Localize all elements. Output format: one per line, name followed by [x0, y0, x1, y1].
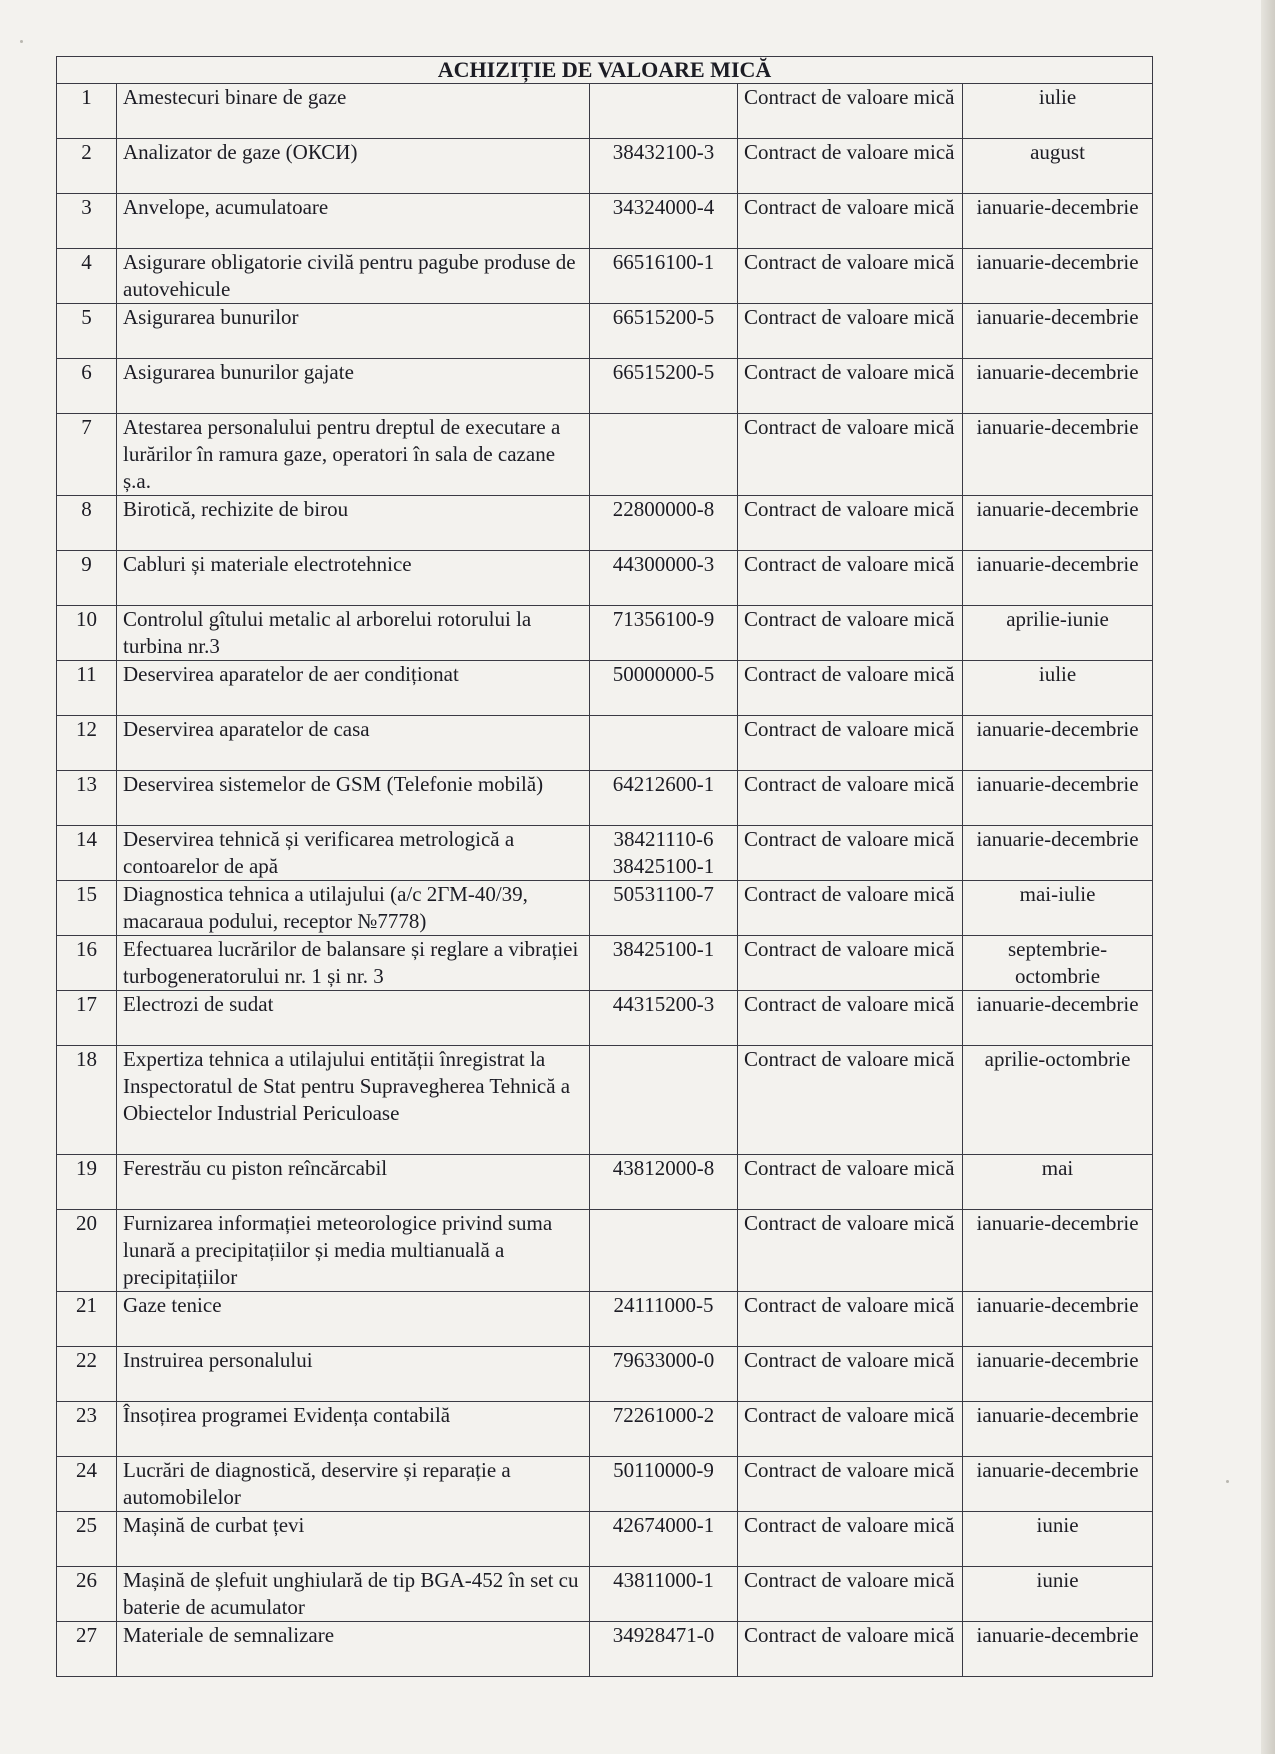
table-row	[57, 936, 1153, 991]
cpv-code: 50531100-7	[590, 881, 738, 936]
cpv-code	[590, 414, 738, 496]
row-number: 27	[57, 1622, 117, 1677]
procurement-procedure: Contract de valoare mică	[738, 249, 963, 304]
row-number: 18	[57, 1046, 117, 1155]
table-row	[57, 359, 1153, 414]
table-row	[57, 771, 1153, 826]
cpv-code: 38425100-1	[590, 936, 738, 991]
row-number: 16	[57, 936, 117, 991]
procurement-procedure: Contract de valoare mică	[738, 716, 963, 771]
cpv-code: 43811000-1	[590, 1567, 738, 1622]
row-number: 3	[57, 194, 117, 249]
procurement-procedure: Contract de valoare mică	[738, 84, 963, 139]
procurement-procedure: Contract de valoare mică	[738, 826, 963, 881]
cpv-code: 72261000-2	[590, 1402, 738, 1457]
item-name: Deservirea aparatelor de casa	[117, 716, 590, 771]
row-number: 5	[57, 304, 117, 359]
procurement-period: iulie	[963, 84, 1153, 139]
procurement-period: ianuarie-decembrie	[963, 1622, 1153, 1677]
procurement-period: ianuarie-decembrie	[963, 359, 1153, 414]
table-row	[57, 139, 1153, 194]
procurement-procedure: Contract de valoare mică	[738, 771, 963, 826]
cpv-code: 50110000-9	[590, 1457, 738, 1512]
procurement-procedure: Contract de valoare mică	[738, 661, 963, 716]
cpv-code: 34928471-0	[590, 1622, 738, 1677]
procurement-period: ianuarie-decembrie	[963, 1210, 1153, 1292]
table-row	[57, 1622, 1153, 1677]
procurement-procedure: Contract de valoare mică	[738, 991, 963, 1046]
item-name: Efectuarea lucrărilor de balansare și reglare a vibrației turbogeneratorului nr. 1 și nr. 3	[117, 936, 590, 991]
procurement-period: ianuarie-decembrie	[963, 304, 1153, 359]
item-name: Electrozi de sudat	[117, 991, 590, 1046]
item-name: Deservirea aparatelor de aer condiționat	[117, 661, 590, 716]
cpv-code: 22800000-8	[590, 496, 738, 551]
procurement-period: mai-iulie	[963, 881, 1153, 936]
procurement-period: ianuarie-decembrie	[963, 414, 1153, 496]
procurement-period: iunie	[963, 1567, 1153, 1622]
procurement-procedure: Contract de valoare mică	[738, 1046, 963, 1155]
cpv-code: 38432100-3	[590, 139, 738, 194]
table-row	[57, 1347, 1153, 1402]
procurement-period: ianuarie-decembrie	[963, 1402, 1153, 1457]
procurement-procedure: Contract de valoare mică	[738, 194, 963, 249]
procurement-period: ianuarie-decembrie	[963, 1292, 1153, 1347]
procurement-document	[56, 56, 1152, 1677]
item-name: Analizator de gaze (ОКСИ)	[117, 139, 590, 194]
cpv-code	[590, 716, 738, 771]
item-name: Birotică, rechizite de birou	[117, 496, 590, 551]
row-number: 8	[57, 496, 117, 551]
table-row	[57, 1210, 1153, 1292]
procurement-period: ianuarie-decembrie	[963, 991, 1153, 1046]
cpv-code	[590, 84, 738, 139]
item-name: Materiale de semnalizare	[117, 1622, 590, 1677]
procurement-procedure: Contract de valoare mică	[738, 1622, 963, 1677]
procurement-period: ianuarie-decembrie	[963, 1457, 1153, 1512]
procurement-period: iunie	[963, 1512, 1153, 1567]
cpv-code: 38421110-6 38425100-1	[590, 826, 738, 881]
item-name: Amestecuri binare de gaze	[117, 84, 590, 139]
item-name: Anvelope, acumulatoare	[117, 194, 590, 249]
procurement-procedure: Contract de valoare mică	[738, 881, 963, 936]
procurement-procedure: Contract de valoare mică	[738, 1155, 963, 1210]
row-number: 2	[57, 139, 117, 194]
row-number: 25	[57, 1512, 117, 1567]
procurement-period: august	[963, 139, 1153, 194]
item-name: Lucrări de diagnostică, deservire și reparație a automobilelor	[117, 1457, 590, 1512]
table-title-row	[57, 57, 1153, 84]
cpv-code: 66515200-5	[590, 304, 738, 359]
row-number: 21	[57, 1292, 117, 1347]
procurement-procedure: Contract de valoare mică	[738, 1402, 963, 1457]
table-row	[57, 1512, 1153, 1567]
procurement-period: iulie	[963, 661, 1153, 716]
item-name: Asigurare obligatorie civilă pentru pagube produse de autovehicule	[117, 249, 590, 304]
row-number: 26	[57, 1567, 117, 1622]
item-name: Gaze tenice	[117, 1292, 590, 1347]
procurement-table	[56, 56, 1153, 1677]
row-number: 9	[57, 551, 117, 606]
item-name: Atestarea personalului pentru dreptul de executare a lurărilor în ramura gaze, operatori în sala de cazane ș.a.	[117, 414, 590, 496]
item-name: Însoțirea programei Evidența contabilă	[117, 1402, 590, 1457]
table-row	[57, 249, 1153, 304]
row-number: 13	[57, 771, 117, 826]
item-name: Mașină de curbat țevi	[117, 1512, 590, 1567]
procurement-procedure: Contract de valoare mică	[738, 304, 963, 359]
row-number: 15	[57, 881, 117, 936]
procurement-period: ianuarie-decembrie	[963, 826, 1153, 881]
table-row	[57, 1046, 1153, 1155]
item-name: Instruirea personalului	[117, 1347, 590, 1402]
table-row	[57, 1457, 1153, 1512]
item-name: Asigurarea bunurilor gajate	[117, 359, 590, 414]
procurement-procedure: Contract de valoare mică	[738, 551, 963, 606]
table-row	[57, 826, 1153, 881]
cpv-code: 34324000-4	[590, 194, 738, 249]
row-number: 14	[57, 826, 117, 881]
table-row	[57, 606, 1153, 661]
table-row	[57, 1292, 1153, 1347]
cpv-code: 44300000-3	[590, 551, 738, 606]
item-name: Asigurarea bunurilor	[117, 304, 590, 359]
row-number: 11	[57, 661, 117, 716]
table-row	[57, 194, 1153, 249]
procurement-procedure: Contract de valoare mică	[738, 936, 963, 991]
procurement-procedure: Contract de valoare mică	[738, 1347, 963, 1402]
table-row	[57, 1402, 1153, 1457]
table-row	[57, 304, 1153, 359]
cpv-code: 79633000-0	[590, 1347, 738, 1402]
procurement-period: ianuarie-decembrie	[963, 771, 1153, 826]
cpv-code: 24111000-5	[590, 1292, 738, 1347]
procurement-procedure: Contract de valoare mică	[738, 496, 963, 551]
procurement-procedure: Contract de valoare mică	[738, 1457, 963, 1512]
procurement-period: ianuarie-decembrie	[963, 716, 1153, 771]
procurement-procedure: Contract de valoare mică	[738, 1292, 963, 1347]
table-row	[57, 84, 1153, 139]
cpv-code	[590, 1210, 738, 1292]
scan-edge-shadow	[1261, 0, 1275, 1754]
cpv-code: 66516100-1	[590, 249, 738, 304]
cpv-code: 66515200-5	[590, 359, 738, 414]
row-number: 24	[57, 1457, 117, 1512]
procurement-procedure: Contract de valoare mică	[738, 359, 963, 414]
table-row	[57, 1567, 1153, 1622]
procurement-procedure: Contract de valoare mică	[738, 1512, 963, 1567]
item-name: Deservirea sistemelor de GSM (Telefonie mobilă)	[117, 771, 590, 826]
row-number: 4	[57, 249, 117, 304]
cpv-code	[590, 1046, 738, 1155]
item-name: Furnizarea informației meteorologice privind suma lunară a precipitațiilor și media multianuală a precipitațiilor	[117, 1210, 590, 1292]
item-name: Diagnostica tehnica a utilajului (a/c 2ГМ-40/39, macaraua podului, receptor №7778)	[117, 881, 590, 936]
procurement-period: mai	[963, 1155, 1153, 1210]
procurement-period: ianuarie-decembrie	[963, 249, 1153, 304]
row-number: 20	[57, 1210, 117, 1292]
table-row	[57, 716, 1153, 771]
scan-speck	[20, 40, 23, 43]
procurement-period: ianuarie-decembrie	[963, 194, 1153, 249]
row-number: 19	[57, 1155, 117, 1210]
item-name: Mașină de șlefuit unghiulară de tip BGA-452 în set cu baterie de acumulator	[117, 1567, 590, 1622]
row-number: 1	[57, 84, 117, 139]
procurement-procedure: Contract de valoare mică	[738, 139, 963, 194]
row-number: 6	[57, 359, 117, 414]
row-number: 17	[57, 991, 117, 1046]
procurement-period: aprilie-octombrie	[963, 1046, 1153, 1155]
table-title: ACHIZIȚIE DE VALOARE MICĂ	[57, 57, 1153, 84]
item-name: Expertiza tehnica a utilajului entității înregistrat la Inspectoratul de Stat pentru Supravegherea Tehnică a Obiectelor Industrial Periculoase	[117, 1046, 590, 1155]
procurement-period: aprilie-iunie	[963, 606, 1153, 661]
table-row	[57, 1155, 1153, 1210]
procurement-period: ianuarie-decembrie	[963, 1347, 1153, 1402]
scan-speck	[1226, 1480, 1229, 1483]
table-row	[57, 551, 1153, 606]
cpv-code: 50000000-5	[590, 661, 738, 716]
cpv-code: 42674000-1	[590, 1512, 738, 1567]
item-name: Cabluri și materiale electrotehnice	[117, 551, 590, 606]
table-row	[57, 496, 1153, 551]
row-number: 23	[57, 1402, 117, 1457]
table-row	[57, 661, 1153, 716]
procurement-period: ianuarie-decembrie	[963, 496, 1153, 551]
table-row	[57, 991, 1153, 1046]
table-row	[57, 881, 1153, 936]
cpv-code: 71356100-9	[590, 606, 738, 661]
row-number: 10	[57, 606, 117, 661]
table-row	[57, 414, 1153, 496]
item-name: Controlul gîtului metalic al arborelui rotorului la turbina nr.3	[117, 606, 590, 661]
procurement-procedure: Contract de valoare mică	[738, 606, 963, 661]
row-number: 7	[57, 414, 117, 496]
item-name: Deservirea tehnică și verificarea metrologică a contoarelor de apă	[117, 826, 590, 881]
cpv-code: 64212600-1	[590, 771, 738, 826]
cpv-code: 44315200-3	[590, 991, 738, 1046]
procurement-procedure: Contract de valoare mică	[738, 1210, 963, 1292]
procurement-procedure: Contract de valoare mică	[738, 414, 963, 496]
item-name: Ferestrău cu piston reîncărcabil	[117, 1155, 590, 1210]
procurement-procedure: Contract de valoare mică	[738, 1567, 963, 1622]
row-number: 22	[57, 1347, 117, 1402]
cpv-code: 43812000-8	[590, 1155, 738, 1210]
row-number: 12	[57, 716, 117, 771]
procurement-period: ianuarie-decembrie	[963, 551, 1153, 606]
procurement-period: septembrie-octombrie	[963, 936, 1153, 991]
